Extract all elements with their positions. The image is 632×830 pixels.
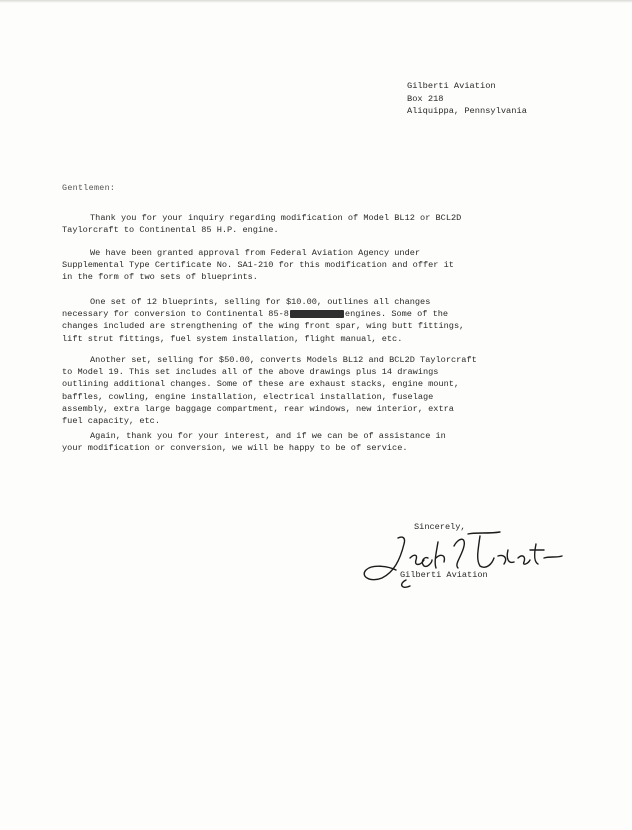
paragraph-line	[62, 308, 530, 320]
paragraph-line: We have been granted approval from Federal Aviation Agency under	[90, 248, 421, 258]
paragraph-line: in the form of two sets of blueprints.	[62, 272, 258, 283]
letterhead-company: Gilberti Aviation	[407, 81, 496, 91]
paragraph-line: One set of 12 blueprints, selling for $10.00, outlines all changes	[90, 297, 431, 307]
paragraph-line: Thank you for your inquiry regarding modification of Model BL12 or BCL2D	[90, 213, 462, 223]
paragraph-line: Taylorcraft to Continental 85 H.P. engine.	[62, 225, 279, 236]
letterhead	[407, 80, 527, 118]
paragraph-line: baffles, cowling, engine installation, electrical installation, fuselage	[62, 391, 434, 402]
paragraph-line: changes included are strengthening of the wing front spar, wing butt fittings,	[62, 321, 465, 332]
paragraph-line: Again, thank you for your interest, and if we can be of assistance in	[90, 431, 446, 441]
paragraph-inquiry	[62, 212, 530, 236]
paragraph-line: your modification or conversion, we will be happy to be of service.	[62, 443, 408, 454]
closing: Sincerely,	[414, 522, 466, 532]
paragraph-line-part: necessary for conversion to Continental 85-8	[62, 309, 289, 320]
signature-company: Gilberti Aviation	[400, 570, 488, 580]
handwritten-signature	[358, 528, 588, 590]
paragraph-line: Supplemental Type Certificate No. SA1-210 for this modification and offer it	[62, 260, 454, 271]
paragraph-approval	[62, 247, 530, 284]
paragraph-second-set	[62, 354, 530, 427]
paragraph-line: lift strut fittings, fuel system installation, flight manual, etc.	[62, 333, 403, 344]
paragraph-line: to Model 19. This set includes all of the above drawings plus 14 drawings	[62, 367, 439, 378]
paragraph-line-part: engines. Some of the	[344, 309, 449, 320]
redaction-mark	[290, 310, 344, 318]
paragraph-line: outlining additional changes. Some of these are exhaust stacks, engine mount,	[62, 379, 460, 390]
paragraph-line: assembly, extra large baggage compartment, rear windows, new interior, extra	[62, 403, 454, 414]
paragraph-line: fuel capacity, etc.	[62, 416, 160, 427]
paragraph-first-set	[62, 296, 530, 345]
letterhead-city: Aliquippa, Pennsylvania	[407, 106, 527, 117]
scan-edge	[0, 0, 632, 3]
letterhead-box: Box 218	[407, 93, 444, 104]
salutation: Gentlemen:	[62, 183, 116, 193]
paragraph-thanks	[62, 430, 530, 454]
paragraph-line: Another set, selling for $50.00, converts Models BL12 and BCL2D Taylorcraft	[90, 355, 477, 365]
